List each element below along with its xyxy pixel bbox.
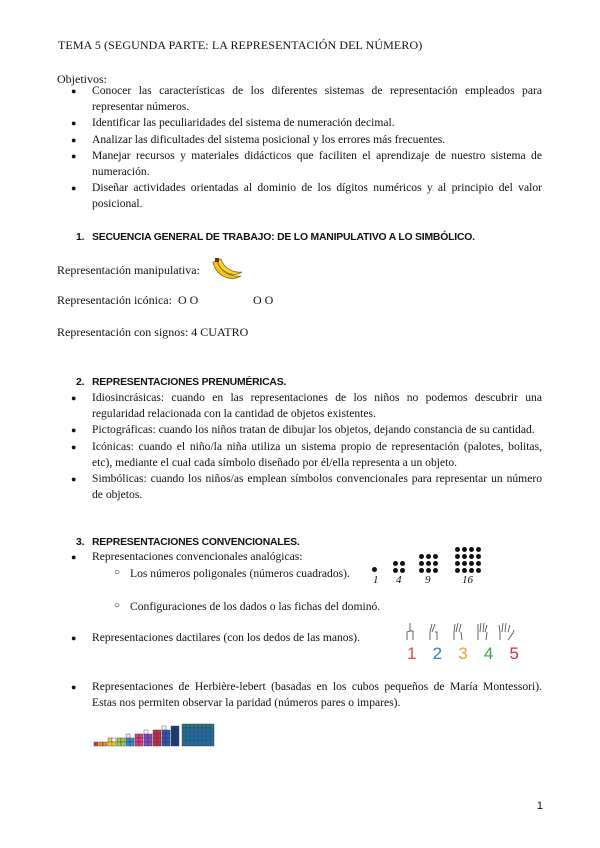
square-16-figure (455, 542, 481, 573)
herbiere-list (58, 679, 542, 711)
finger-number: 4 (483, 644, 494, 663)
section2-heading (76, 377, 286, 388)
banana-icon (210, 256, 244, 284)
iconic-label (57, 293, 198, 308)
square-label-16: 16 (462, 574, 473, 586)
dice-subitem: ○ Configuraciones de los dados o las fichas del dominó. (130, 600, 380, 613)
section2-title: REPRESENTACIONES PRENUMÉRICAS. (92, 377, 287, 388)
prenumeric-item: ● Simbólicas: cuando los niños/as emplean símbolos convencionales para representar un número de objetos. (58, 471, 542, 503)
herbiere-item: ● Representaciones de Herbière-lebert (basadas en los cubos pequeños de María Montessori). Estas nos permiten observar la paridad (números pares o impares). (58, 679, 542, 711)
polygonal-subitem: ○ Los números poligonales (números cuadrados). (130, 567, 350, 580)
signs-label: Representación con signos: 4 CUATRO (57, 325, 249, 339)
section1-title: SECUENCIA GENERAL DE TRABAJO: DE LO MANIPULATIVO A LO SIMBÓLICO. (92, 232, 475, 243)
iconic-circles-b: O O (253, 293, 274, 307)
finger-number: 1 (407, 644, 417, 663)
prenumeric-item: ● Pictográficas: cuando los niños tratan de dibujar los objetos, dejando constancia de su cantidad. (58, 422, 542, 438)
prenumeric-item: ● Idiosincrásicas: cuando en las representaciones de los niños no podemos descubrir una regularidad relacionada con la cantidad de objetos existentes. (58, 390, 542, 422)
finger-number: 2 (432, 644, 443, 663)
objectives-heading: Objetivos: (57, 72, 107, 86)
page-number: 1 (536, 800, 543, 812)
finger-number: 5 (509, 644, 519, 663)
objective-item: ● Conocer las características de los diferentes sistemas de representación empleados para representar números. (58, 83, 542, 115)
iconic-label-text: Representación icónica: (57, 293, 172, 307)
objective-item: ● Diseñar actividades orientadas al dominio de los dígitos numéricos y al principio del valor posicional. (58, 180, 542, 212)
section2-number: 2. (76, 377, 85, 388)
objective-item: ● Manejar recursos y materiales didácticos que faciliten el aprendizaje de nuestro sistema de numeración. (58, 148, 542, 180)
section1-heading (76, 232, 475, 243)
section3-heading (76, 537, 300, 548)
manipulative-label: Representación manipulativa: (57, 263, 200, 277)
square-label-9: 9 (425, 574, 431, 586)
square-label-1: 1 (373, 574, 379, 586)
section3-number: 3. (76, 537, 85, 548)
page-title: TEMA 5 (SEGUNDA PARTE: LA REPRESENTACIÓN DEL NÚMERO) (58, 38, 423, 52)
finger-hands-icon (404, 620, 522, 642)
herbiere-cubes-figure (92, 722, 220, 748)
section1-number: 1. (76, 232, 85, 243)
finger-item: ● Representaciones dactilares (con los dedos de las manos). (58, 630, 388, 646)
prenumeric-item: ● Icónicas: cuando el niño/la niña utiliza un sistema propio de representación (palotes, bolitas, etc), mediante el cual cada símbolo diseñado por él/ella representa a un objeto. (58, 439, 542, 471)
finger-number: 3 (458, 644, 468, 663)
square-9-figure (419, 549, 438, 573)
analog-item: ● Representaciones convencionales analógicas: (58, 549, 388, 565)
iconic-circles-a: O O (177, 293, 199, 307)
prenumeric-list (58, 390, 542, 503)
conventional-list (58, 549, 388, 565)
finger-numbers (407, 644, 519, 664)
square-4-figure (393, 556, 405, 573)
square-label-4: 4 (396, 574, 402, 586)
objective-item: ● Identificar las peculiaridades del sistema de numeración decimal. (58, 115, 542, 131)
objectives-list (58, 83, 542, 213)
finger-list (58, 630, 388, 646)
objective-item: ● Analizar las dificultades del sistema posicional y los errores más frecuentes. (58, 132, 542, 148)
section3-title: REPRESENTACIONES CONVENCIONALES. (92, 537, 300, 548)
